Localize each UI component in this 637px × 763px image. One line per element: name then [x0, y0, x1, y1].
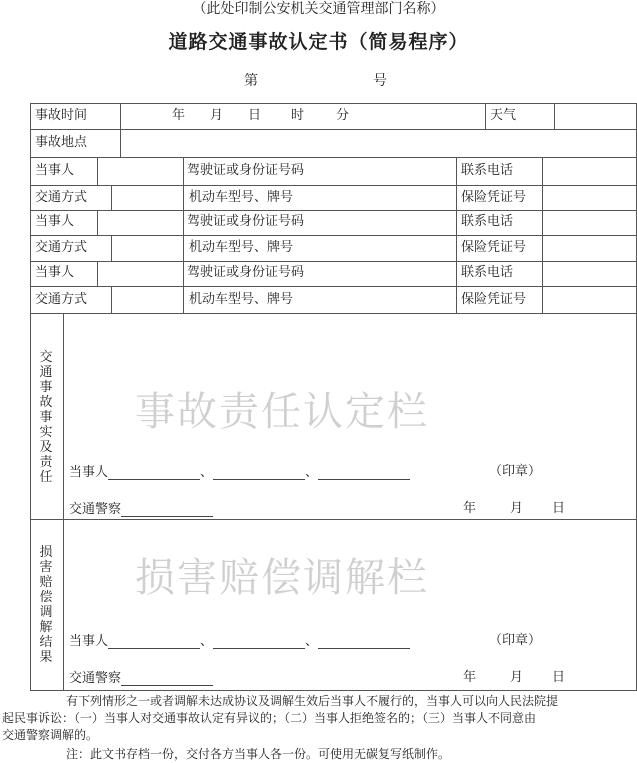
col-divider [120, 103, 121, 157]
mediation-party-sign [69, 634, 410, 649]
facts-watermark: 事故责任认定栏 [135, 389, 429, 435]
mediation-watermark: 损害赔偿调解栏 [135, 555, 429, 601]
signature-line[interactable] [318, 634, 410, 649]
facts-party-sign [69, 465, 410, 480]
police-sign-label: 交通警察 [69, 671, 122, 686]
signature-line[interactable] [108, 634, 200, 649]
mediation-year: 年 [463, 670, 477, 685]
col-divider [485, 103, 486, 129]
col-divider [111, 185, 112, 210]
license-label: 驾驶证或身份证号码 [187, 265, 305, 280]
footer-line-3: 交通警察调解的。 [2, 728, 99, 742]
police-sign-label: 交通警察 [69, 502, 122, 517]
separator: 、 [305, 465, 319, 480]
document-title: 道路交通事故认定书（简易程序） [168, 31, 469, 53]
facts-police-sign [69, 502, 213, 517]
phone-label: 联系电话 [461, 163, 514, 178]
facts-month: 月 [510, 501, 524, 516]
location-label: 事故地点 [35, 135, 88, 150]
row-divider [30, 210, 637, 211]
footer-line-1: 有下列情形之一或者调解未达成协议及调解生效后当事人不履行的，当事人可以向人民法院提 [66, 694, 559, 708]
signature-line[interactable] [213, 465, 305, 480]
facts-seal: （印章） [489, 464, 542, 479]
facts-year: 年 [463, 501, 477, 516]
transport-label: 交通方式 [35, 292, 88, 307]
party-label: 当事人 [35, 265, 75, 280]
time-minute: 分 [336, 108, 350, 123]
insurance-label: 保险凭证号 [461, 190, 527, 205]
insurance-label: 保险凭证号 [461, 292, 527, 307]
row-divider [30, 313, 637, 314]
signature-line[interactable] [213, 634, 305, 649]
signature-line[interactable] [318, 465, 410, 480]
signature-line[interactable] [121, 502, 213, 517]
weather-label: 天气 [490, 108, 517, 123]
insurance-label: 保险凭证号 [461, 240, 527, 255]
col-divider [554, 103, 555, 129]
col-divider [63, 313, 64, 691]
row-divider [30, 286, 637, 287]
time-month: 月 [210, 108, 224, 123]
footer-note: 注：此文书存档一份，交付各方当事人各一份。可使用无碳复写纸制作。 [66, 747, 451, 761]
col-divider [183, 157, 184, 313]
party-label: 当事人 [35, 163, 75, 178]
separator: 、 [200, 634, 214, 649]
row-divider [30, 261, 637, 262]
col-divider [97, 210, 98, 235]
time-year: 年 [172, 108, 186, 123]
row-divider [30, 129, 637, 130]
party-sign-label: 当事人 [69, 465, 109, 480]
col-divider [456, 157, 457, 313]
vehicle-label: 机动车型号、牌号 [189, 292, 294, 307]
row-divider [30, 519, 637, 520]
footer-line-2: 起民事诉讼：（一）当事人对交通事故认定有异议的；（二）当事人拒绝签名的；（三）当事人不同意由 [2, 711, 537, 725]
row-divider [30, 157, 637, 158]
transport-label: 交通方式 [35, 240, 88, 255]
phone-label: 联系电话 [461, 265, 514, 280]
accident-time-label: 事故时间 [35, 108, 88, 123]
mediation-day: 日 [552, 670, 566, 685]
signature-line[interactable] [108, 465, 200, 480]
party-label: 当事人 [35, 214, 75, 229]
row-divider [30, 185, 637, 186]
row-divider [30, 235, 637, 236]
col-divider [97, 157, 98, 185]
time-hour: 时 [291, 108, 305, 123]
separator: 、 [200, 465, 214, 480]
phone-label: 联系电话 [461, 214, 514, 229]
mediation-police-sign [69, 671, 213, 686]
vehicle-label: 机动车型号、牌号 [189, 240, 294, 255]
mediation-seal: （印章） [489, 633, 542, 648]
party-sign-label: 当事人 [69, 634, 109, 649]
mediation-month: 月 [510, 670, 524, 685]
signature-line[interactable] [121, 671, 213, 686]
col-divider [111, 235, 112, 261]
vehicle-label: 机动车型号、牌号 [189, 190, 294, 205]
time-day: 日 [248, 108, 262, 123]
mediation-side-label: 损害赔偿调解结果 [39, 545, 53, 665]
agency-note: （此处印制公安机关交通管理部门名称） [192, 1, 445, 17]
transport-label: 交通方式 [35, 190, 88, 205]
license-label: 驾驶证或身份证号码 [187, 214, 305, 229]
col-divider [111, 286, 112, 313]
number-prefix: 第 [244, 73, 258, 89]
facts-side-label: 交通事故事实及责任 [39, 350, 53, 485]
separator: 、 [305, 634, 319, 649]
col-divider [542, 157, 543, 313]
col-divider [97, 261, 98, 286]
license-label: 驾驶证或身份证号码 [187, 163, 305, 178]
facts-day: 日 [552, 501, 566, 516]
number-suffix: 号 [373, 73, 387, 89]
